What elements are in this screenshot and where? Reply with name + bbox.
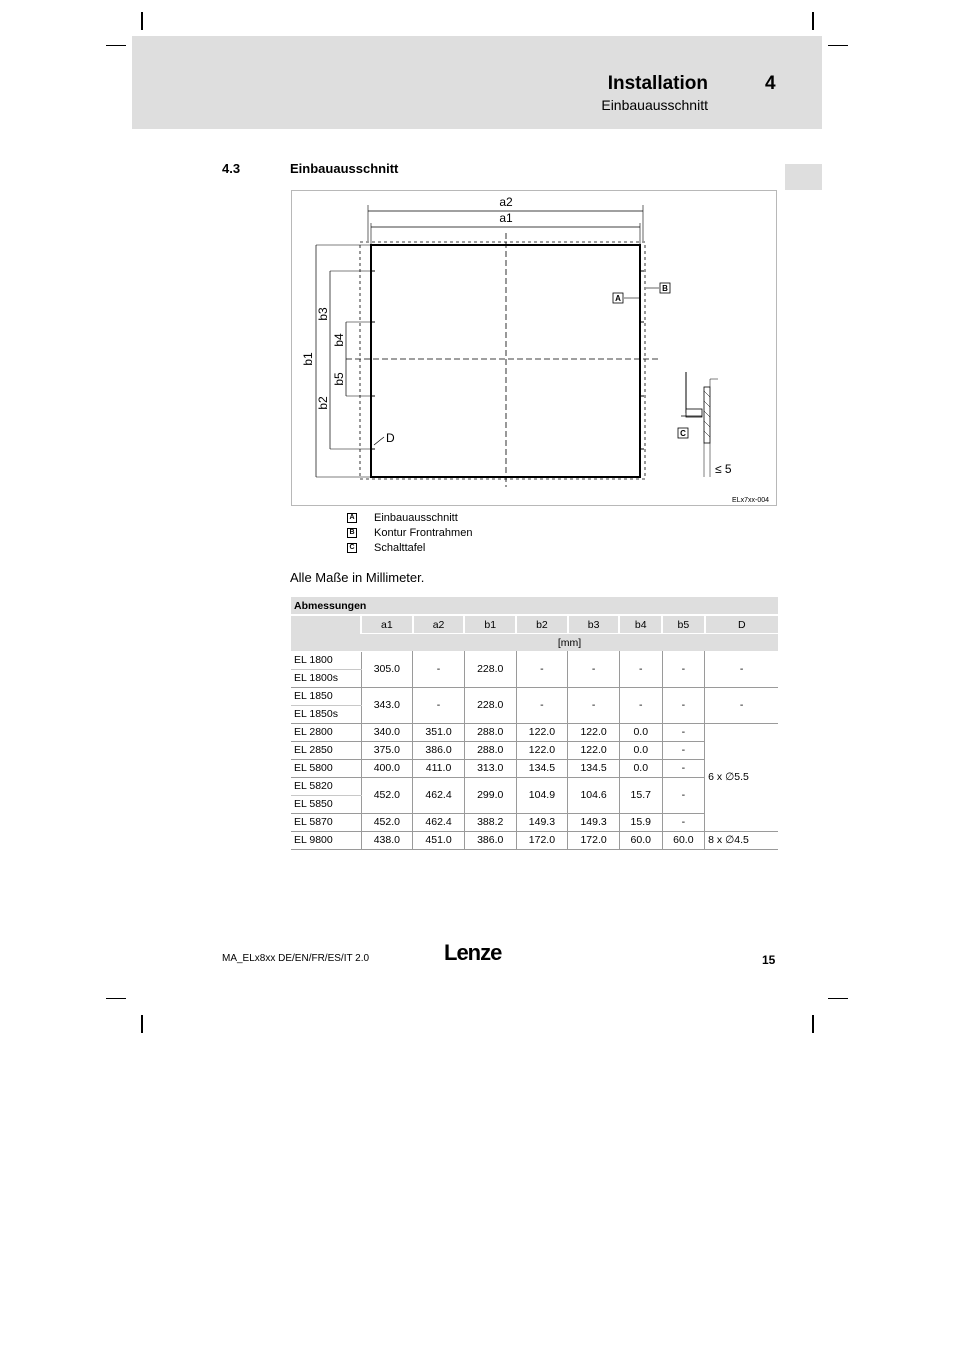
value-cell: 340.0: [361, 723, 413, 741]
model-cell: EL 5800: [291, 759, 361, 777]
value-cell: 60.0: [662, 831, 705, 849]
value-cell: 411.0: [413, 759, 465, 777]
value-cell: 313.0: [464, 759, 516, 777]
model-cell: EL 5820: [291, 777, 361, 795]
value-cell: -: [662, 687, 705, 723]
label-b3: b3: [316, 307, 330, 321]
value-cell: 305.0: [361, 651, 413, 687]
value-cell: 375.0: [361, 741, 413, 759]
model-cell: EL 5870: [291, 813, 361, 831]
value-cell: -: [662, 759, 705, 777]
value-cell: 149.3: [568, 813, 620, 831]
model-cell: EL 1800: [291, 651, 361, 669]
label-max-thickness: ≤ 5: [715, 462, 732, 476]
crop-mark: [141, 12, 143, 30]
model-cell: EL 5850: [291, 795, 361, 813]
table-row: [291, 831, 778, 849]
legend-item: [347, 527, 472, 539]
col-header: D: [705, 615, 778, 634]
value-cell: -: [662, 651, 705, 687]
label-b4: b4: [332, 333, 346, 347]
value-cell: 0.0: [619, 759, 662, 777]
value-cell: -: [413, 651, 465, 687]
value-cell: 299.0: [464, 777, 516, 813]
value-cell: 462.4: [413, 777, 465, 813]
crop-mark: [812, 12, 814, 30]
value-cell: 451.0: [413, 831, 465, 849]
table-row: [291, 687, 778, 705]
table-row: [291, 723, 778, 741]
value-cell: 122.0: [568, 723, 620, 741]
value-cell: -: [705, 651, 778, 687]
hole-spec-cell: 8 x ∅4.5: [705, 831, 778, 849]
col-header: b1: [464, 615, 516, 634]
label-b2: b2: [316, 396, 330, 410]
crop-mark: [141, 1015, 143, 1033]
value-cell: 122.0: [516, 723, 568, 741]
cutout-drawing: [292, 191, 776, 505]
value-cell: -: [619, 651, 662, 687]
label-b1: b1: [301, 352, 315, 366]
value-cell: 288.0: [464, 723, 516, 741]
value-cell: 134.5: [516, 759, 568, 777]
cutout-outline: [371, 245, 640, 477]
page-number: 15: [762, 953, 776, 967]
value-cell: 343.0: [361, 687, 413, 723]
value-cell: 228.0: [464, 687, 516, 723]
value-cell: 228.0: [464, 651, 516, 687]
value-cell: -: [568, 651, 620, 687]
hole-spec-cell: 6 x ∅5.5: [705, 723, 778, 831]
chapter-number: 4: [765, 73, 776, 94]
col-header: b5: [662, 615, 705, 634]
frame-contour: [360, 242, 645, 479]
value-cell: 15.9: [619, 813, 662, 831]
value-cell: 386.0: [464, 831, 516, 849]
value-cell: -: [413, 687, 465, 723]
crop-mark: [828, 998, 848, 999]
value-cell: 122.0: [568, 741, 620, 759]
chapter-subtitle: Einbauausschnitt: [601, 97, 708, 113]
chapter-title: Installation: [607, 73, 708, 94]
legend-text: Einbauausschnitt: [374, 512, 458, 524]
label-b5: b5: [332, 372, 346, 386]
value-cell: -: [662, 813, 705, 831]
value-cell: 452.0: [361, 813, 413, 831]
value-cell: -: [619, 687, 662, 723]
value-cell: 0.0: [619, 723, 662, 741]
value-cell: 400.0: [361, 759, 413, 777]
value-cell: 351.0: [413, 723, 465, 741]
value-cell: 134.5: [568, 759, 620, 777]
value-cell: 386.0: [413, 741, 465, 759]
value-cell: 462.4: [413, 813, 465, 831]
legend-text: Kontur Frontrahmen: [374, 527, 473, 539]
legend-item: [347, 512, 458, 524]
model-cell: EL 1850: [291, 687, 361, 705]
value-cell: 15.7: [619, 777, 662, 813]
label-a2: a2: [499, 195, 513, 209]
svg-text:A: A: [615, 294, 621, 303]
lenze-logo: Lenze: [444, 940, 502, 965]
label-d: D: [386, 431, 395, 445]
value-cell: -: [662, 741, 705, 759]
col-header: a2: [413, 615, 465, 634]
legend-key: B: [347, 528, 357, 538]
value-cell: 288.0: [464, 741, 516, 759]
col-header: b4: [619, 615, 662, 634]
legend-key: A: [347, 513, 357, 523]
value-cell: 388.2: [464, 813, 516, 831]
value-cell: -: [516, 687, 568, 723]
crop-mark: [828, 45, 848, 46]
section-title: Einbauausschnitt: [290, 161, 399, 176]
crop-mark: [106, 45, 126, 46]
value-cell: 104.9: [516, 777, 568, 813]
units-note: Alle Maße in Millimeter.: [290, 570, 425, 585]
svg-text:C: C: [680, 429, 686, 438]
panel-section-detail: [681, 372, 718, 477]
value-cell: 438.0: [361, 831, 413, 849]
label-a1: a1: [499, 211, 513, 225]
value-cell: 149.3: [516, 813, 568, 831]
header-band: [132, 36, 822, 129]
chapter-side-tab: [785, 164, 822, 190]
value-cell: 0.0: [619, 741, 662, 759]
cutout-diagram: [291, 190, 777, 506]
legend-item: [347, 542, 425, 554]
figure-id: ELx7xx-004: [732, 497, 769, 504]
crop-mark: [812, 1015, 814, 1033]
document-id: MA_ELx8xx DE/EN/FR/ES/IT 2.0: [222, 953, 370, 964]
svg-text:B: B: [662, 284, 668, 293]
unit-header: [mm]: [361, 634, 778, 652]
value-cell: 122.0: [516, 741, 568, 759]
col-header: a1: [361, 615, 413, 634]
header-corner: [291, 615, 361, 651]
model-cell: EL 1850s: [291, 705, 361, 723]
model-cell: EL 2800: [291, 723, 361, 741]
legend-key: C: [347, 543, 357, 553]
col-header: b3: [568, 615, 620, 634]
value-cell: -: [568, 687, 620, 723]
value-cell: 172.0: [516, 831, 568, 849]
table-caption: Abmessungen: [291, 597, 778, 615]
model-cell: EL 2850: [291, 741, 361, 759]
value-cell: -: [662, 777, 705, 813]
value-cell: 60.0: [619, 831, 662, 849]
section-number: 4.3: [222, 161, 241, 176]
value-cell: -: [516, 651, 568, 687]
crop-mark: [106, 998, 126, 999]
dimensions-table: [291, 597, 778, 850]
mounting-holes: [371, 271, 644, 449]
value-cell: 104.6: [568, 777, 620, 813]
legend-text: Schalttafel: [374, 542, 426, 554]
value-cell: 452.0: [361, 777, 413, 813]
table-row: [291, 651, 778, 669]
value-cell: 172.0: [568, 831, 620, 849]
value-cell: -: [705, 687, 778, 723]
value-cell: -: [662, 723, 705, 741]
model-cell: EL 9800: [291, 831, 361, 849]
model-cell: EL 1800s: [291, 669, 361, 687]
col-header: b2: [516, 615, 568, 634]
